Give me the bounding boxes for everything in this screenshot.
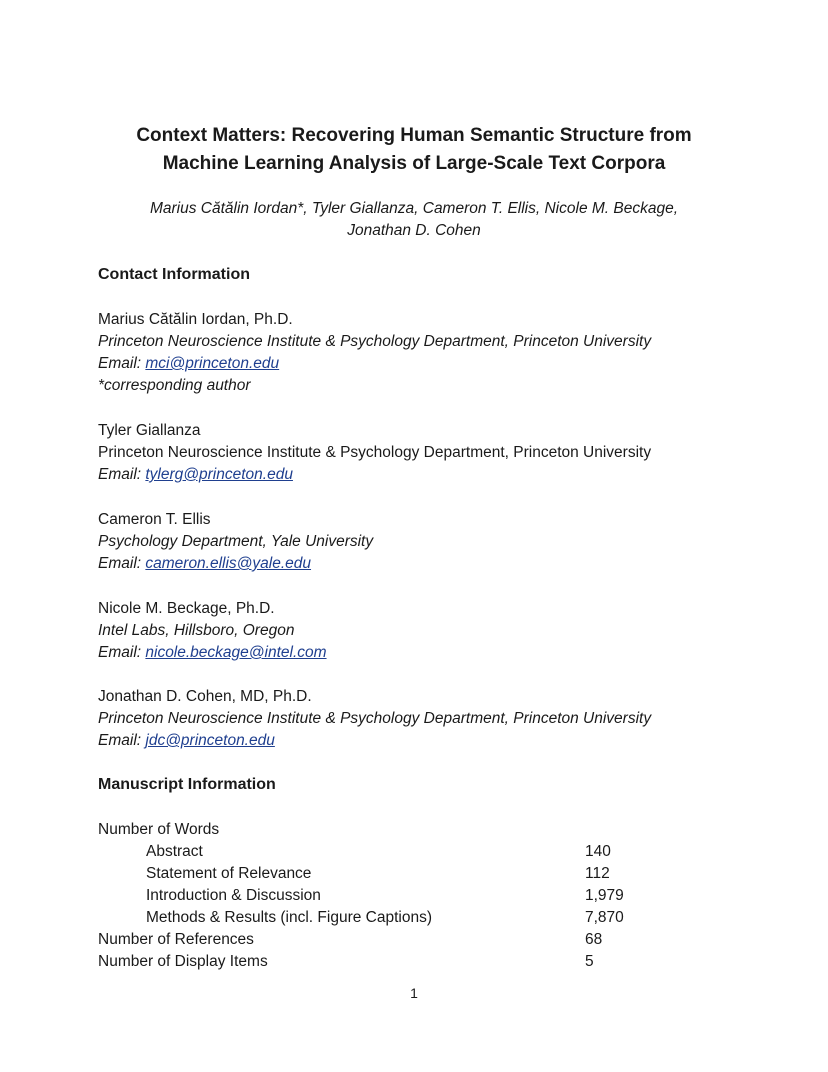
manuscript-row [98, 929, 738, 951]
email-label: Email: [98, 555, 146, 572]
contact-name: Tyler Giallanza [98, 422, 201, 439]
contact-email-line [98, 642, 798, 664]
email-label: Email: [98, 644, 146, 661]
contact-name: Jonathan D. Cohen, MD, Ph.D. [98, 688, 312, 705]
email-link[interactable]: nicole.beckage@intel.com [145, 644, 327, 661]
contact-name: Nicole M. Beckage, Ph.D. [98, 600, 275, 617]
email-label: Email: [98, 732, 146, 749]
contact-affiliation: Psychology Department, Yale University [98, 533, 374, 550]
row-value: 112 [585, 865, 610, 882]
manuscript-row [98, 841, 738, 863]
manuscript-row [98, 907, 738, 929]
email-link[interactable]: mci@princeton.edu [145, 355, 280, 372]
contact-affiliation: Princeton Neuroscience Institute & Psychology Department, Princeton University [98, 710, 652, 727]
row-label: Number of References [98, 931, 254, 948]
row-value: 7,870 [585, 909, 624, 926]
row-value: 1,979 [585, 887, 624, 904]
manuscript-heading: Manuscript Information [98, 776, 276, 793]
row-label: Introduction & Discussion [146, 887, 321, 904]
row-value: 5 [585, 953, 594, 970]
contact-entry [98, 420, 798, 486]
contact-name: Cameron T. Ellis [98, 511, 211, 528]
word-count-label: Number of Words [98, 821, 220, 838]
email-label: Email: [98, 466, 146, 483]
contact-entry [98, 686, 798, 752]
manuscript-row [98, 951, 738, 973]
row-value: 140 [585, 843, 611, 860]
authors-line-2: Jonathan D. Cohen [347, 222, 481, 239]
row-label: Abstract [146, 843, 203, 860]
contact-affiliation: Princeton Neuroscience Institute & Psychology Department, Princeton University [98, 333, 652, 350]
contact-email-line [98, 553, 798, 575]
contact-entry [98, 509, 798, 575]
authors-line-1: Marius Cătălin Iordan*, Tyler Giallanza, Cameron T. Ellis, Nicole M. Beckage, [149, 200, 679, 217]
contact-email-line [98, 464, 798, 486]
corresponding-author-note: *corresponding author [98, 377, 251, 394]
email-link[interactable]: tylerg@princeton.edu [145, 466, 293, 483]
contact-entry [98, 598, 798, 664]
email-link[interactable]: jdc@princeton.edu [145, 732, 275, 749]
contact-name: Marius Cătălin Iordan, Ph.D. [98, 311, 293, 328]
manuscript-row [98, 863, 738, 885]
contact-heading: Contact Information [98, 266, 250, 283]
manuscript-row [98, 885, 738, 907]
contact-email-line [98, 730, 798, 752]
title-line-1: Context Matters: Recovering Human Semantic Structure from [136, 125, 692, 146]
row-label: Methods & Results (incl. Figure Captions) [146, 909, 433, 926]
page-number: 1 [410, 985, 418, 1001]
title-line-2: Machine Learning Analysis of Large-Scale Text Corpora [162, 153, 666, 174]
contact-email-line [98, 353, 798, 375]
row-label: Number of Display Items [98, 953, 268, 970]
email-label: Email: [98, 355, 146, 372]
contact-entry [98, 309, 798, 397]
contact-affiliation: Intel Labs, Hillsboro, Oregon [98, 622, 295, 639]
contact-affiliation: Princeton Neuroscience Institute & Psychology Department, Princeton University [98, 444, 652, 461]
row-label: Statement of Relevance [146, 865, 312, 882]
email-link[interactable]: cameron.ellis@yale.edu [145, 555, 312, 572]
author-list [0, 198, 828, 242]
paper-title [0, 122, 828, 178]
row-value: 68 [585, 931, 603, 948]
